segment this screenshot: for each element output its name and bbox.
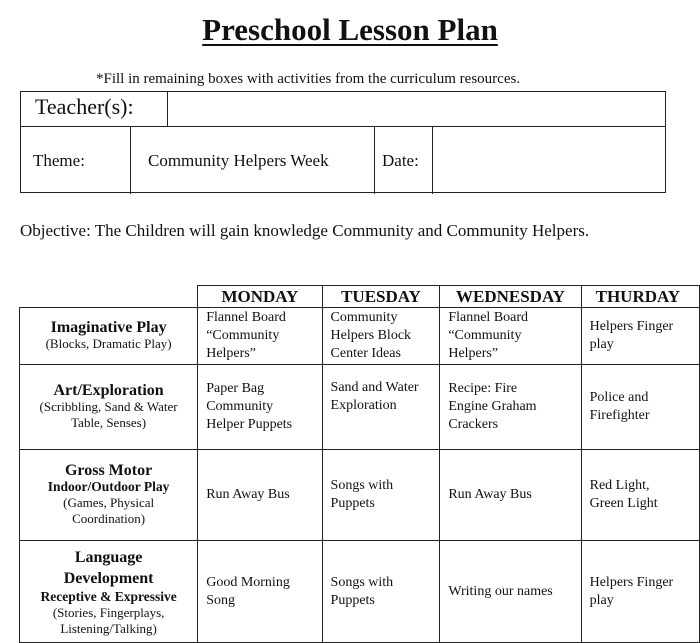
row-label	[20, 450, 198, 541]
activity-cell[interactable]: Writing our names	[440, 541, 581, 643]
day-header: MONDAY	[198, 286, 322, 308]
category-subtitle: (Games, Physical Coordination)	[63, 495, 155, 526]
activity-cell[interactable]: Flannel Board “Community Helpers”	[198, 308, 322, 365]
activity-cell[interactable]: Paper Bag Community Helper Puppets	[198, 365, 322, 450]
header-box	[20, 91, 666, 193]
activity-cell[interactable]: Helpers Finger play	[581, 308, 699, 365]
teacher-divider	[167, 92, 168, 126]
theme-divider	[130, 126, 131, 194]
category-subheading: Receptive & Expressive	[40, 589, 177, 604]
objective-text: Objective: The Children will gain knowledge Community and Community Helpers.	[20, 221, 590, 240]
activity-cell[interactable]: Songs with Puppets	[322, 450, 440, 541]
activity-cell[interactable]: Flannel Board “Community Helpers”	[440, 308, 581, 365]
page-title: Preschool Lesson Plan	[202, 12, 498, 47]
theme-label: Theme:	[33, 151, 85, 170]
activity-cell[interactable]: Run Away Bus	[198, 450, 322, 541]
row-label	[20, 541, 198, 643]
category-subtitle: (Stories, Fingerplays, Listening/Talking)	[52, 605, 165, 636]
table-row	[20, 450, 700, 541]
day-header-row	[20, 286, 700, 308]
category-subtitle: (Scribbling, Sand & Water Table, Senses)	[39, 399, 178, 430]
activity-cell[interactable]: Recipe: Fire Engine Graham Crackers	[440, 365, 581, 450]
activity-cell[interactable]: Red Light, Green Light	[581, 450, 699, 541]
theme-value[interactable]: Community Helpers Week	[148, 151, 329, 170]
teacher-label: Teacher(s):	[35, 94, 134, 119]
table-row	[20, 365, 700, 450]
category-title: Art/Exploration	[53, 382, 164, 399]
header-divider	[21, 126, 665, 127]
instruction-note: *Fill in remaining boxes with activities from the curriculum resources.	[96, 71, 521, 87]
day-header: THURDAY	[581, 286, 699, 308]
activity-cell[interactable]: Helpers Finger play	[581, 541, 699, 643]
row-label	[20, 365, 198, 450]
activity-cell[interactable]: Community Helpers Block Center Ideas	[322, 308, 440, 365]
category-title: Language Development	[63, 549, 154, 587]
table-row	[20, 541, 700, 643]
table-row	[20, 308, 700, 365]
day-header: TUESDAY	[322, 286, 440, 308]
activity-cell[interactable]: Police and Firefighter	[581, 365, 699, 450]
day-header: WEDNESDAY	[440, 286, 581, 308]
category-title: Imaginative Play	[50, 319, 167, 336]
category-subtitle: (Blocks, Dramatic Play)	[45, 336, 172, 351]
lesson-plan-table	[19, 285, 700, 643]
activity-cell[interactable]: Songs with Puppets	[322, 541, 440, 643]
date-divider-right	[432, 126, 433, 194]
corner-cell	[20, 286, 198, 308]
activity-cell[interactable]: Good Morning Song	[198, 541, 322, 643]
date-label: Date:	[382, 151, 419, 170]
category-title: Gross Motor	[64, 462, 153, 479]
category-subheading: Indoor/Outdoor Play	[47, 479, 170, 494]
activity-cell[interactable]: Run Away Bus	[440, 450, 581, 541]
date-divider-left	[374, 126, 375, 194]
activity-cell[interactable]: Sand and Water Exploration	[322, 365, 440, 450]
row-label	[20, 308, 198, 365]
